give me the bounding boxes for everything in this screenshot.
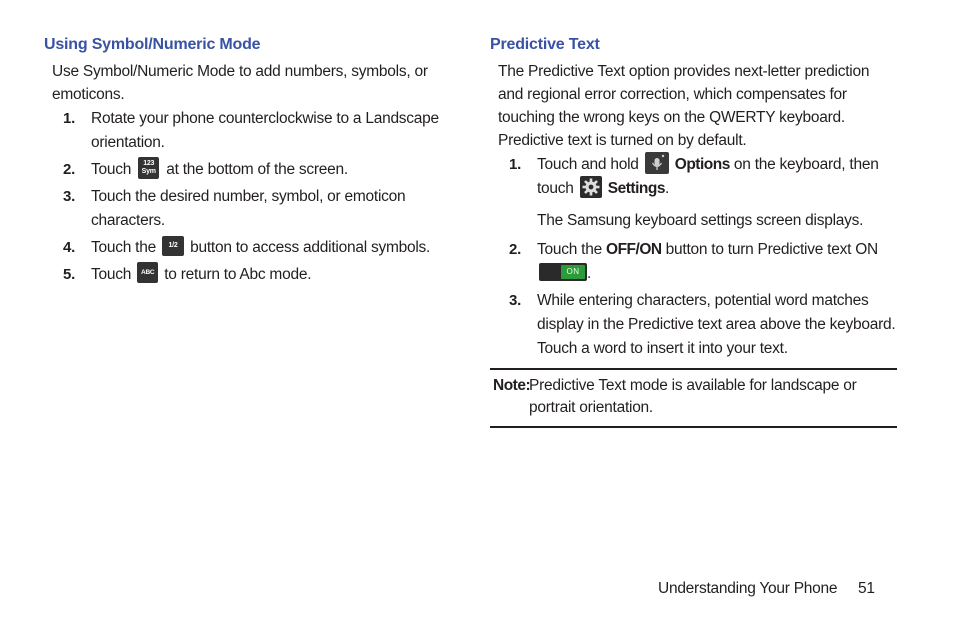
list-item	[490, 289, 900, 361]
step-number: 1.	[63, 110, 76, 127]
section-heading-predictive-text: Predictive Text	[490, 36, 600, 53]
intro-paragraph: Use Symbol/Numeric Mode to add numbers, symbols, or emoticons.	[52, 63, 428, 103]
on-toggle-icon	[539, 263, 587, 281]
steps-list	[44, 107, 444, 287]
step-text-post: to return to Abc mode.	[164, 266, 312, 283]
abc-key-icon: ABC	[137, 262, 158, 283]
step-number: 3.	[509, 292, 522, 309]
list-item	[44, 236, 444, 260]
note-label: Note:	[493, 377, 531, 394]
step-text-pre: Touch	[91, 266, 132, 283]
settings-label: Settings	[607, 180, 665, 197]
note-text: Predictive Text mode is available for landscape or portrait orientation.	[529, 377, 857, 416]
step-text-pre: Touch the	[91, 239, 156, 256]
step-text-pre: Touch the	[537, 241, 602, 258]
toggle-on-label: ON	[561, 265, 585, 279]
step-text-mid: on the keyboard, then touch	[537, 156, 879, 197]
half-page-key-icon: 1/2	[162, 236, 184, 256]
note-box	[490, 368, 897, 428]
step-text-post: button to access additional symbols.	[190, 239, 431, 256]
sym-key-icon: 123 Sym	[138, 157, 159, 179]
step-text-pre: Touch	[91, 161, 132, 178]
list-item	[490, 153, 900, 233]
step-text: Rotate your phone counterclockwise to a Landscape orientation.	[91, 110, 439, 151]
left-column	[44, 34, 444, 290]
step-text-end: .	[587, 265, 592, 282]
step-text-mid: button to turn Predictive text ON	[665, 241, 878, 258]
step-text: While entering characters, potential word matches display in the Predictive text area above the keyboard. Touch a word to insert it into your text.	[537, 292, 896, 357]
off-on-label: OFF/ON	[606, 241, 662, 258]
steps-list	[490, 153, 900, 361]
step-subtext: The Samsung keyboard settings screen displays.	[537, 212, 864, 229]
step-number: 1.	[509, 156, 522, 173]
step-number: 4.	[63, 239, 76, 256]
section-heading-symbol-mode: Using Symbol/Numeric Mode	[44, 36, 261, 53]
page-number: 51	[858, 580, 875, 597]
step-text-pre: Touch and hold	[537, 156, 639, 173]
list-item	[44, 185, 444, 233]
step-text: Touch the desired number, symbol, or emoticon characters.	[91, 188, 406, 229]
options-label: Options	[674, 156, 730, 173]
list-item	[44, 158, 444, 182]
step-text-post: at the bottom of the screen.	[166, 161, 348, 178]
gear-icon	[580, 176, 602, 198]
right-column	[490, 34, 900, 364]
list-item	[44, 107, 444, 155]
intro-paragraph: The Predictive Text option provides next-letter prediction and regional error correction, which compensates for touching the wrong keys on the QWERTY keyboard. Predictive text is turned on by default.	[498, 63, 870, 149]
step-text-end: .	[664, 180, 670, 197]
footer-title: Understanding Your Phone	[658, 580, 838, 597]
microphone-key-icon	[645, 152, 669, 174]
step-number: 5.	[63, 266, 76, 283]
step-number: 3.	[63, 188, 76, 205]
step-number: 2.	[63, 161, 76, 178]
list-item	[44, 263, 444, 287]
step-number: 2.	[509, 241, 522, 258]
list-item	[490, 238, 900, 286]
